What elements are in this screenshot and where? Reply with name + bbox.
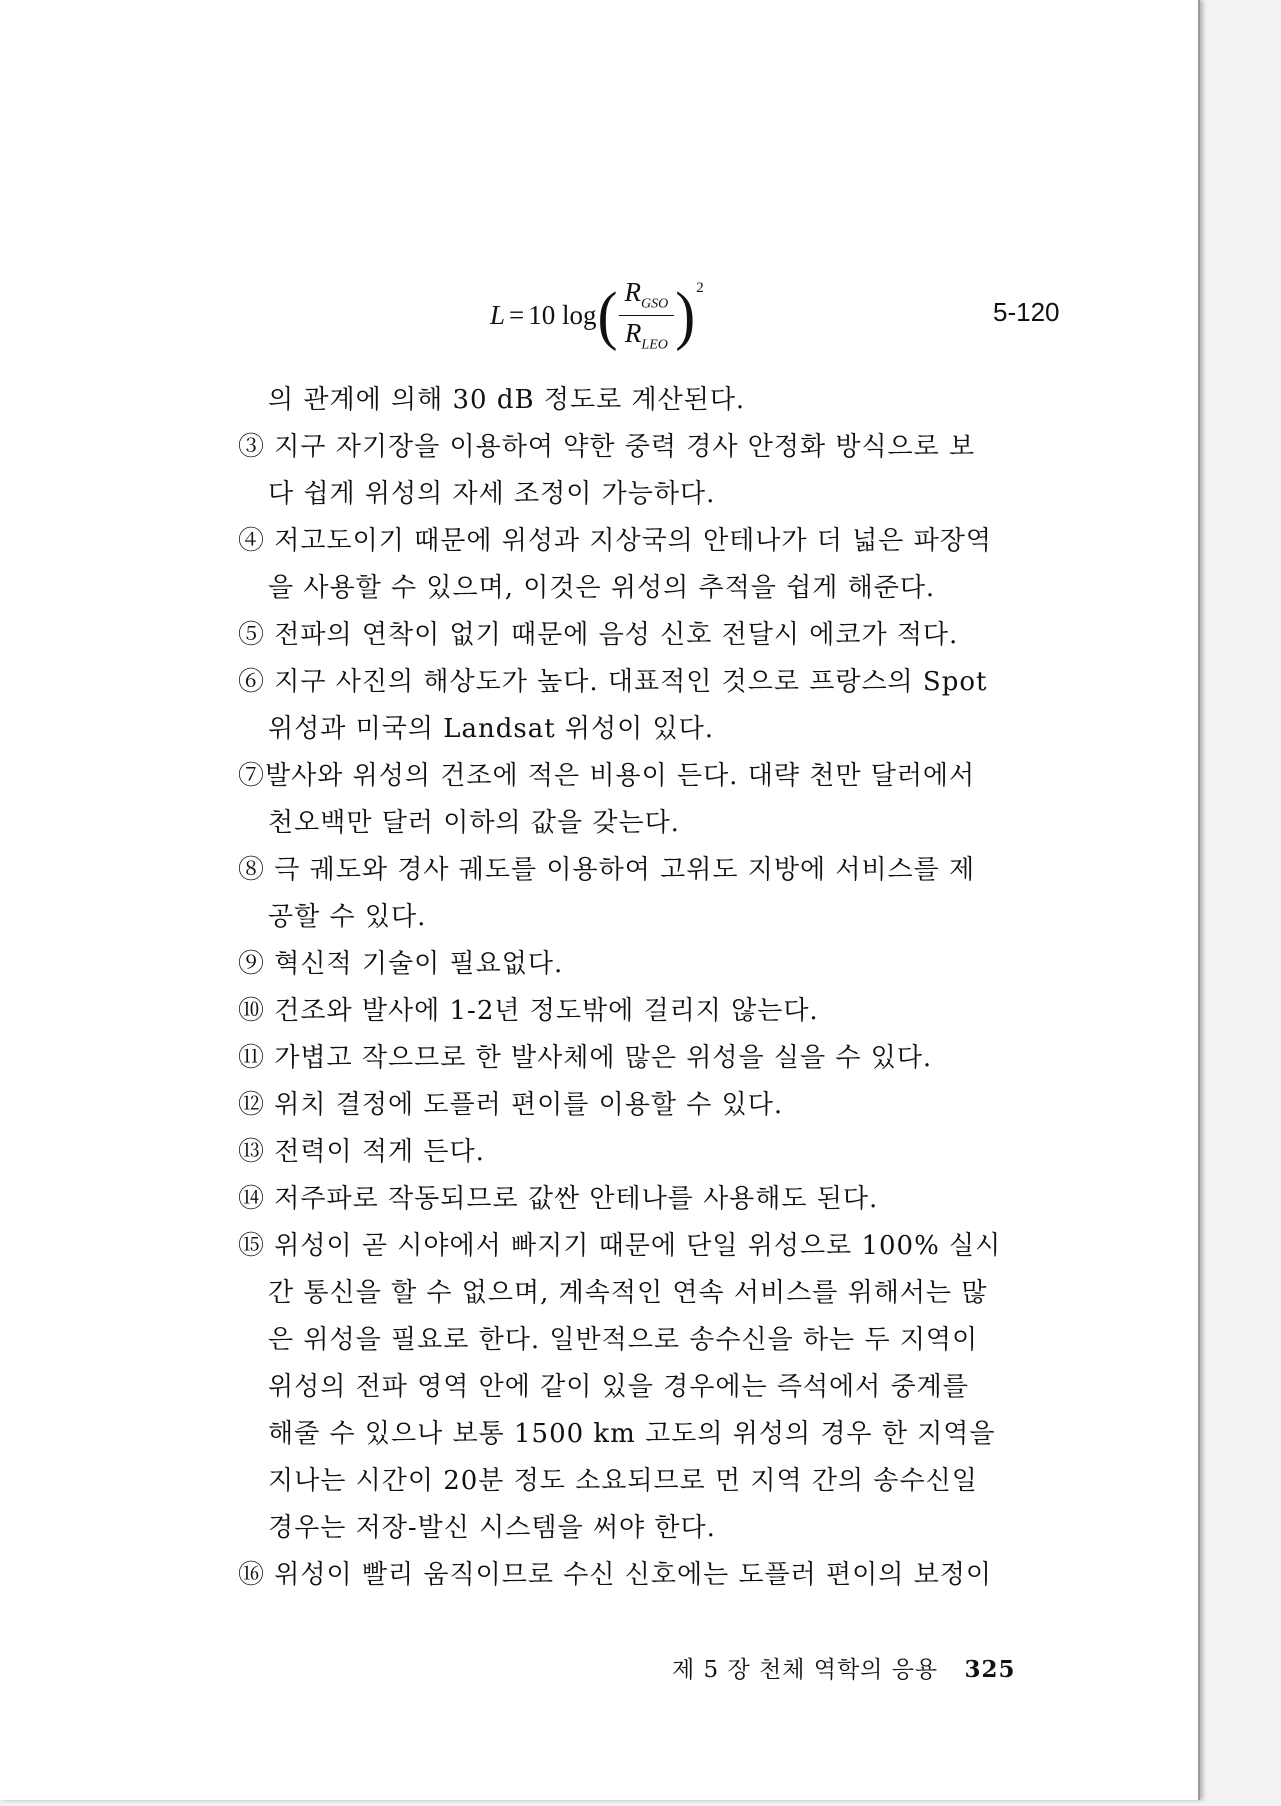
left-paren: (	[597, 278, 618, 352]
text-line: 다 쉽게 위성의 자세 조정이 가능하다.	[268, 479, 716, 509]
text-line: ⑮ 위성이 곧 시야에서 빠지기 때문에 단일 위성으로 100% 실시	[238, 1231, 1002, 1261]
equation-lhs: L	[490, 299, 506, 330]
text-line: ⑯ 위성이 빨리 움직이므로 수신 신호에는 도플러 편이의 보정이	[238, 1560, 993, 1590]
fraction-numerator: $R_{GSO}$	[619, 277, 675, 315]
text-line: 지나는 시간이 20분 정도 소요되므로 먼 지역 간의 송수신일	[268, 1466, 978, 1496]
text-line: 을 사용할 수 있으며, 이것은 위성의 추적을 쉽게 해준다.	[268, 573, 936, 603]
fraction	[619, 277, 675, 353]
exponent: 2	[696, 280, 704, 296]
equation	[490, 270, 704, 360]
text-line: 위성의 전파 영역 안에 같이 있을 경우에는 즉석에서 중계를	[268, 1372, 969, 1402]
text-line: ③ 지구 자기장을 이용하여 약한 중력 경사 안정화 방식으로 보	[238, 432, 976, 462]
equation-coefficient: 10 log	[528, 299, 597, 330]
page-number: 325	[964, 1656, 1016, 1683]
text-line: 경우는 저장-발신 시스템을 써야 한다.	[268, 1513, 716, 1543]
text-line: 간 통신을 할 수 없으며, 계속적인 연속 서비스를 위해서는 많	[268, 1278, 988, 1308]
text-line: ⑬ 전력이 적게 든다.	[238, 1137, 485, 1167]
fraction-denominator: $R_{LEO}$	[624, 317, 668, 352]
text-line: ⑫ 위치 결정에 도플러 편이를 이용할 수 있다.	[238, 1090, 784, 1120]
text-line: 천오백만 달러 이하의 값을 갖는다.	[268, 808, 680, 838]
text-line: ⑨ 혁신적 기술이 필요없다.	[238, 949, 564, 979]
text-line: 해줄 수 있으나 보통 1500 km 고도의 위성의 경우 한 지역을	[268, 1419, 996, 1449]
text-line: ⑩ 건조와 발사에 1-2년 정도밖에 걸리지 않는다.	[238, 996, 819, 1026]
text-line: ⑦발사와 위성의 건조에 적은 비용이 든다. 대략 천만 달러에서	[238, 761, 976, 791]
text-line: ⑧ 극 궤도와 경사 궤도를 이용하여 고위도 지방에 서비스를 제	[238, 855, 976, 885]
body-text	[238, 377, 1068, 1599]
text-line: 공할 수 있다.	[268, 902, 427, 932]
text-line: 은 위성을 필요로 한다. 일반적으로 송수신을 하는 두 지역이	[268, 1325, 979, 1355]
text-line: 위성과 미국의 Landsat 위성이 있다.	[268, 714, 715, 744]
text-line: ⑪ 가볍고 작으므로 한 발사체에 많은 위성을 실을 수 있다.	[238, 1043, 933, 1073]
text-line: 의 관계에 의해 30 dB 정도로 계산된다.	[268, 385, 746, 415]
text-line: ⑭ 저주파로 작동되므로 값싼 안테나를 사용해도 된다.	[238, 1184, 879, 1214]
equation-number: 5-120	[993, 297, 1060, 327]
text-line: ⑤ 전파의 연착이 없기 때문에 음성 신호 전달시 에코가 적다.	[238, 620, 959, 650]
text-line: ⑥ 지구 사진의 해상도가 높다. 대표적인 것으로 프랑스의 Spot	[238, 667, 988, 697]
text-line: ④ 저고도이기 때문에 위성과 지상국의 안테나가 더 넓은 파장역	[238, 526, 993, 556]
chapter-title: 제 5 장 천체 역학의 응용	[672, 1657, 939, 1683]
right-paren: )	[675, 278, 696, 352]
page-footer	[672, 1651, 1015, 1684]
equals-sign: =	[509, 299, 525, 330]
